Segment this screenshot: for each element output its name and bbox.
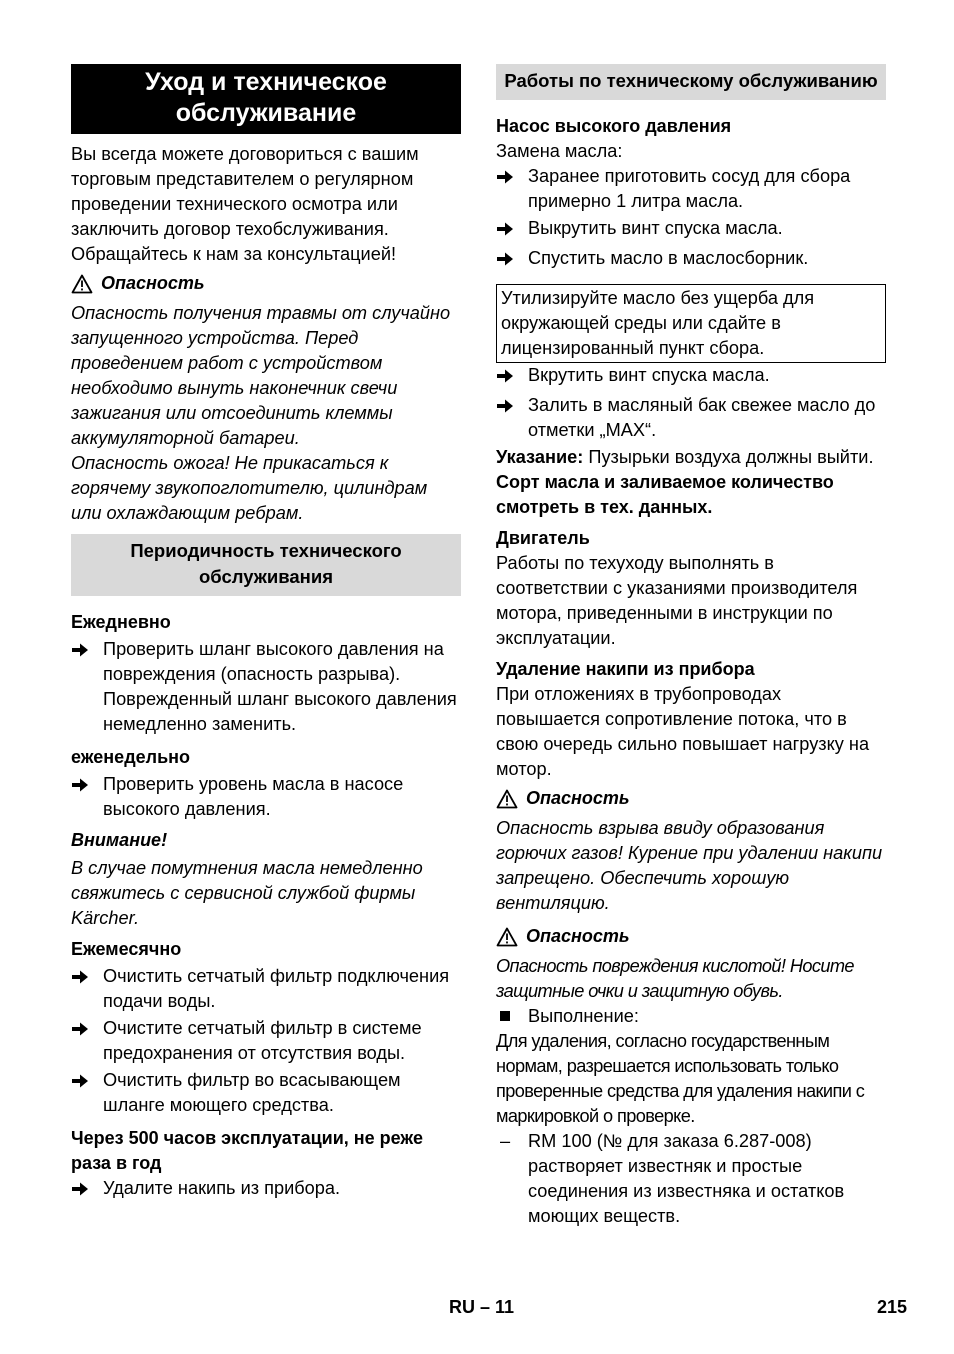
- danger-heading-explosion: [496, 786, 886, 811]
- danger-heading: [71, 271, 461, 296]
- arrow-right-icon: [496, 221, 514, 237]
- acid-danger-text: Опасность повреждения кислотой! Носите защитные очки и защитную обувь.: [496, 956, 854, 1001]
- warning-triangle-icon: [496, 789, 518, 809]
- environment-note: Утилизируйте масло без ущерба для окружающей среды или сдайте в лицензированный пункт сбора.: [496, 284, 886, 363]
- engine-text: Работы по техуходу выполнять в соответствии с указаниями производителя мотора, приведенными в инструкции по эксплуатации.: [496, 553, 858, 648]
- step-text: Проверить шланг высокого давления на повреждения (опасность разрыва). Поврежденный шланг высокого давления немедленно заменить.: [103, 639, 457, 734]
- dash-bullet-icon: –: [500, 1131, 511, 1151]
- attention-heading: Внимание!: [71, 830, 168, 850]
- step-text: Выкрутить винт спуска масла.: [528, 218, 783, 238]
- oil-sort-note: Сорт масла и заливаемое количество смотреть в тех. данных.: [496, 472, 834, 517]
- dash-list: [496, 1129, 886, 1229]
- danger-label: Опасность: [101, 273, 205, 293]
- intro-paragraph: Вы всегда можете договориться с вашим торговым представителем о регулярном проведении технического осмотра или заключить договор техобслуживания. Обращайтесь к нам за консультацией!: [71, 144, 419, 264]
- monthly-heading: Ежемесячно: [71, 939, 182, 959]
- step-item: [496, 246, 886, 274]
- explosion-danger-text: Опасность взрыва ввиду образования горючих газов! Курение при удалении накипи запрещено. Обеспечить хорошую вентиляцию.: [496, 818, 883, 913]
- page-title: Уход и техническое обслуживание: [71, 64, 461, 134]
- hint-text: Пузырьки воздуха должны выйти.: [588, 447, 874, 467]
- step-text: Удалите накипь из прибора.: [103, 1178, 341, 1198]
- daily-steps: [71, 637, 461, 737]
- step-text: Очистить фильтр во всасывающем шланге моющего средства.: [103, 1070, 401, 1115]
- step-text: RM 100 (№ для заказа 6.287-008) растворяет известняк и простые соединения из известняка и остатков моющих веществ.: [528, 1131, 845, 1226]
- arrow-right-icon: [71, 642, 89, 658]
- 500-hours-steps: [71, 1176, 461, 1204]
- square-bullet-icon: [500, 1011, 510, 1021]
- pump-steps-2: [496, 363, 886, 443]
- danger-label: Опасность: [526, 788, 630, 808]
- warning-triangle-icon: [496, 927, 518, 947]
- descale-heading: Удаление накипи из прибора: [496, 659, 755, 679]
- warning-triangle-icon: [71, 274, 93, 294]
- weekly-heading: еженедельно: [71, 747, 190, 767]
- step-text: Очистите сетчатый фильтр в системе предохранения от отсутствия воды.: [103, 1018, 422, 1063]
- step-item: [71, 637, 461, 737]
- step-text: Вкрутить винт спуска масла.: [528, 365, 770, 385]
- step-item: [71, 1068, 461, 1118]
- arrow-right-icon: [71, 1181, 89, 1197]
- arrow-right-icon: [71, 1021, 89, 1037]
- step-item: [496, 393, 886, 443]
- weekly-steps: [71, 772, 461, 822]
- execution-label: Выполнение:: [528, 1006, 639, 1026]
- arrow-right-icon: [71, 1073, 89, 1089]
- step-text: Проверить уровень масла в насосе высокого давления.: [103, 774, 404, 819]
- daily-heading: Ежедневно: [71, 612, 171, 632]
- arrow-right-icon: [496, 398, 514, 414]
- section-heading-maintenance-works: Работы по техническому обслуживанию: [496, 64, 886, 100]
- step-item: [71, 1176, 461, 1204]
- hint-paragraph: [496, 445, 886, 470]
- burn-danger-text: Опасность ожога! Не прикасаться к горячему звукопоглотителю, цилиндрам или охлаждающим ребрам.: [71, 453, 428, 523]
- step-text: Очистить сетчатый фильтр подключения подачи воды.: [103, 966, 450, 1011]
- 500-hours-heading: Через 500 часов эксплуатации, не реже раза в год: [71, 1128, 423, 1173]
- attention-text: В случае помутнения масла немедленно свяжитесь с сервисной службой фирмы Kärcher.: [71, 858, 423, 928]
- execution-text: Для удаления, согласно государственным нормам, разрешается использовать только проверенные средства для удаления накипи с маркировкой о проверке.: [496, 1031, 865, 1126]
- dash-item: [496, 1129, 886, 1229]
- arrow-right-icon: [71, 777, 89, 793]
- engine-heading: Двигатель: [496, 528, 590, 548]
- arrow-right-icon: [496, 251, 514, 267]
- step-text: Заранее приготовить сосуд для сбора примерно 1 литра масла.: [528, 166, 851, 211]
- oil-change-label: Замена масла:: [496, 141, 623, 161]
- descale-text: При отложениях в трубопроводах повышается сопротивление потока, что в свою очередь сильно повышает нагрузку на мотор.: [496, 684, 870, 779]
- arrow-right-icon: [496, 368, 514, 384]
- right-column: [496, 64, 886, 1229]
- step-text: Спустить масло в маслосборник.: [528, 248, 809, 268]
- step-item: [71, 772, 461, 822]
- section-heading-maintenance-intervals: Периодичность технического обслуживания: [71, 534, 461, 596]
- footer-page-number: 215: [877, 1297, 908, 1317]
- step-text: Залить в масляный бак свежее масло до отметки „MAX“.: [528, 395, 876, 440]
- step-item: [496, 164, 886, 214]
- danger-text: Опасность получения травмы от случайно запущенного устройства. Перед проведением работ с устройством необходимо вынуть наконечник свечи зажигания или отсоединить клеммы аккумуляторной батареи.: [71, 303, 451, 448]
- step-item: [71, 964, 461, 1014]
- monthly-steps: [71, 964, 461, 1118]
- danger-heading-acid: [496, 924, 886, 949]
- pump-heading: Насос высокого давления: [496, 116, 732, 136]
- pump-steps: [496, 164, 886, 274]
- hint-label: Указание:: [496, 447, 584, 467]
- footer-language-page: RU – 11: [449, 1297, 515, 1317]
- execution-item: [496, 1004, 886, 1029]
- step-item: [496, 216, 886, 244]
- arrow-right-icon: [71, 969, 89, 985]
- left-column: [71, 64, 461, 1204]
- step-item: [496, 363, 886, 391]
- arrow-right-icon: [496, 169, 514, 185]
- step-item: [71, 1016, 461, 1066]
- danger-label: Опасность: [526, 926, 630, 946]
